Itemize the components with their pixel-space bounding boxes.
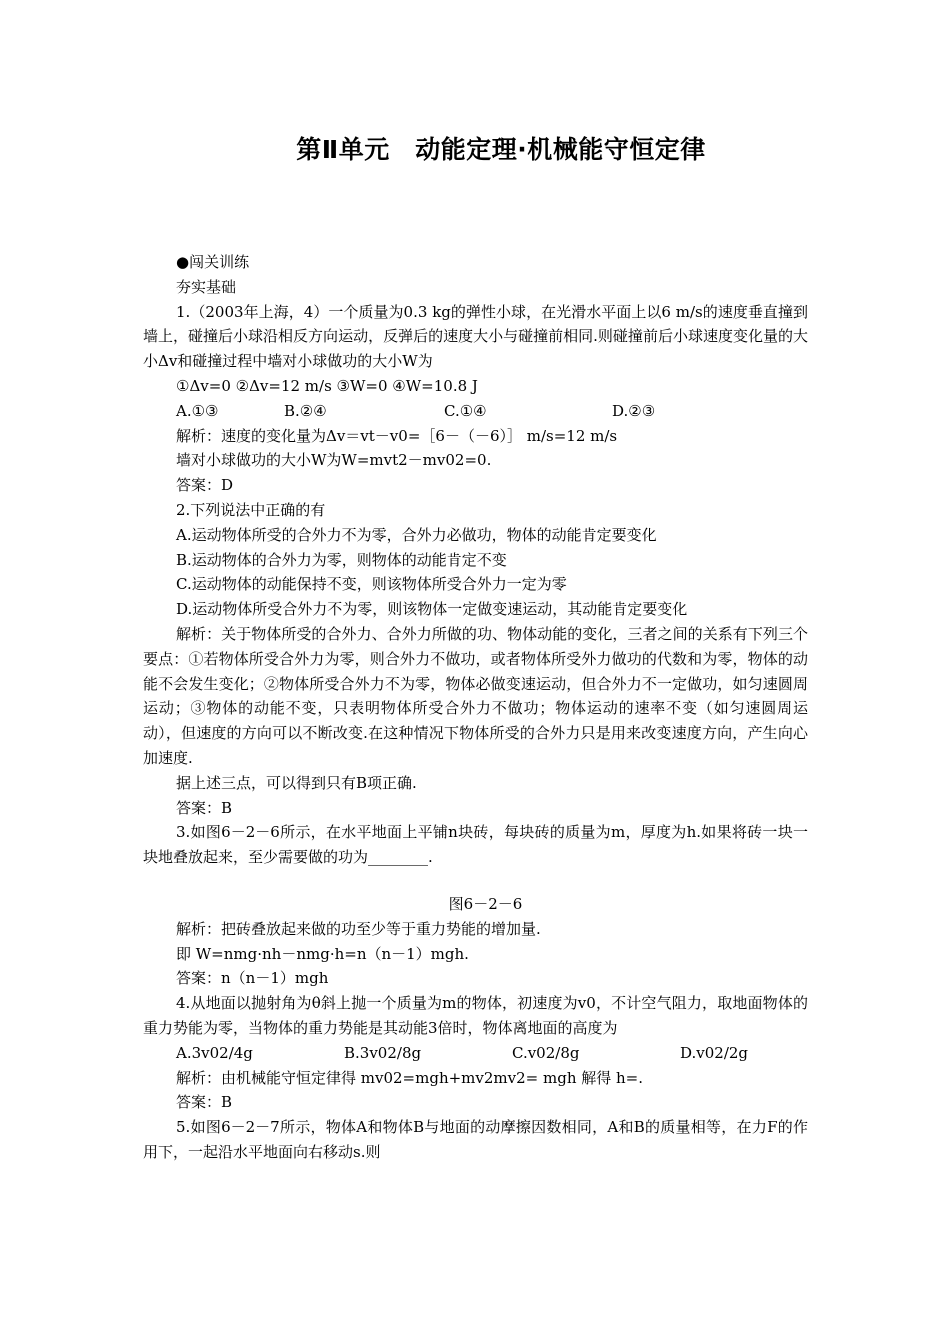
q3-figure-caption: 图6－2－6	[448, 894, 523, 913]
section-heading: ●闯关训练	[176, 253, 250, 271]
q1-answer: 答案：D	[176, 476, 234, 495]
q1-analysis-line2: 墙对小球做功的大小W为W=mvt2－mv02=0.	[176, 451, 492, 470]
q4-option-b: B.3v02/8g	[344, 1043, 422, 1062]
subsection-heading: 夯实基础	[176, 277, 237, 296]
q4-option-d: D.v02/2g	[680, 1043, 749, 1062]
q4-answer: 答案：B	[176, 1093, 233, 1112]
q1-option-b: B.②④	[284, 401, 327, 420]
q5-stem: 5.如图6－2－7所示，物体A和物体B与地面的动摩擦因数相同，A和B的质量相等，在力F的作用下，一起沿水平地面向右移动s.则	[143, 1118, 808, 1161]
q4-stem: 4.从地面以抛射角为θ斜上抛一个质量为m的物体，初速度为v0，不计空气阻力，取地面物体的重力势能为零，当物体的重力势能是其动能3倍时，物体离地面的高度为	[143, 994, 808, 1037]
q4-analysis: 解析：由机械能守恒定律得 mv02=mgh+mv2mv2= mgh 解得 h=.	[176, 1068, 644, 1087]
page-title: 第Ⅱ单元 动能定理·机械能守恒定律	[296, 135, 706, 164]
q4-option-c: C.v02/8g	[512, 1043, 580, 1062]
q2-option-b: B.运动物体的合外力为零，则物体的动能肯定不变	[176, 550, 507, 569]
q2-stem: 2.下列说法中正确的有	[176, 500, 326, 519]
q1-option-c: C.①④	[444, 401, 487, 420]
q3-answer: 答案：n（n－1）mgh	[176, 969, 329, 988]
q2-option-d: D.运动物体所受合外力不为零，则该物体一定做变速运动，其动能肯定要变化	[176, 600, 688, 619]
q2-analysis: 解析：关于物体所受的合外力、合外力所做的功、物体动能的变化，三者之间的关系有下列三个要点：①若物体所受合外力为零，则合外力不做功，或者物体所受外力做功的代数和为零，物体的动能不会发生变化；②物体所受合外力不为零，物体必做变速运动，但合外力不一定做功，如匀速圆周运动；③物体的动能不变，只表明物体所受合外力不做功；物体运动的速率不变（如匀速圆周运动），但速度的方向可以不断改变.在这种情况下物体所受的合外力只是用来改变速度方向，产生向心加速度.	[143, 624, 808, 767]
q1-option-a: A.①③	[176, 401, 219, 420]
q1-option-d: D.②③	[612, 401, 656, 420]
q3-analysis: 解析：把砖叠放起来做的功至少等于重力势能的增加量.	[176, 919, 541, 938]
q3-formula: 即 W=nmg·nh－nmg·h=n（n－1）mgh.	[176, 944, 469, 963]
document-body	[143, 250, 808, 1165]
q4-option-a: A.3v02/4g	[176, 1043, 253, 1062]
q1-items: ①Δv=0 ②Δv=12 m/s ③W=0 ④W=10.8 J	[176, 376, 478, 395]
q1-stem: 1.（2003年上海，4）一个质量为0.3 kg的弹性小球，在光滑水平面上以6 m/s的速度垂直撞到墙上，碰撞后小球沿相反方向运动，反弹后的速度大小与碰撞前相同.则碰撞前后小球速度变化量的大小Δv和碰撞过程中墙对小球做功的大小W为	[143, 302, 808, 371]
q1-analysis-line1: 解析：速度的变化量为Δv＝vt－v0=［6－（－6）］ m/s=12 m/s	[176, 426, 618, 445]
q2-option-c: C.运动物体的动能保持不变，则该物体所受合外力一定为零	[176, 575, 567, 594]
q2-answer: 答案：B	[176, 798, 233, 817]
q2-conclusion: 据上述三点，可以得到只有B项正确.	[176, 773, 417, 792]
figure-placeholder	[143, 870, 808, 892]
q2-option-a: A.运动物体所受的合外力不为零，合外力必做功，物体的动能肯定要变化	[176, 525, 657, 544]
q3-stem: 3.如图6－2－6所示，在水平地面上平铺n块砖，每块砖的质量为m，厚度为h.如果将砖一块一块地叠放起来，至少需要做的功为________.	[143, 823, 808, 867]
q4-options	[143, 1041, 808, 1066]
q1-options	[143, 399, 808, 424]
